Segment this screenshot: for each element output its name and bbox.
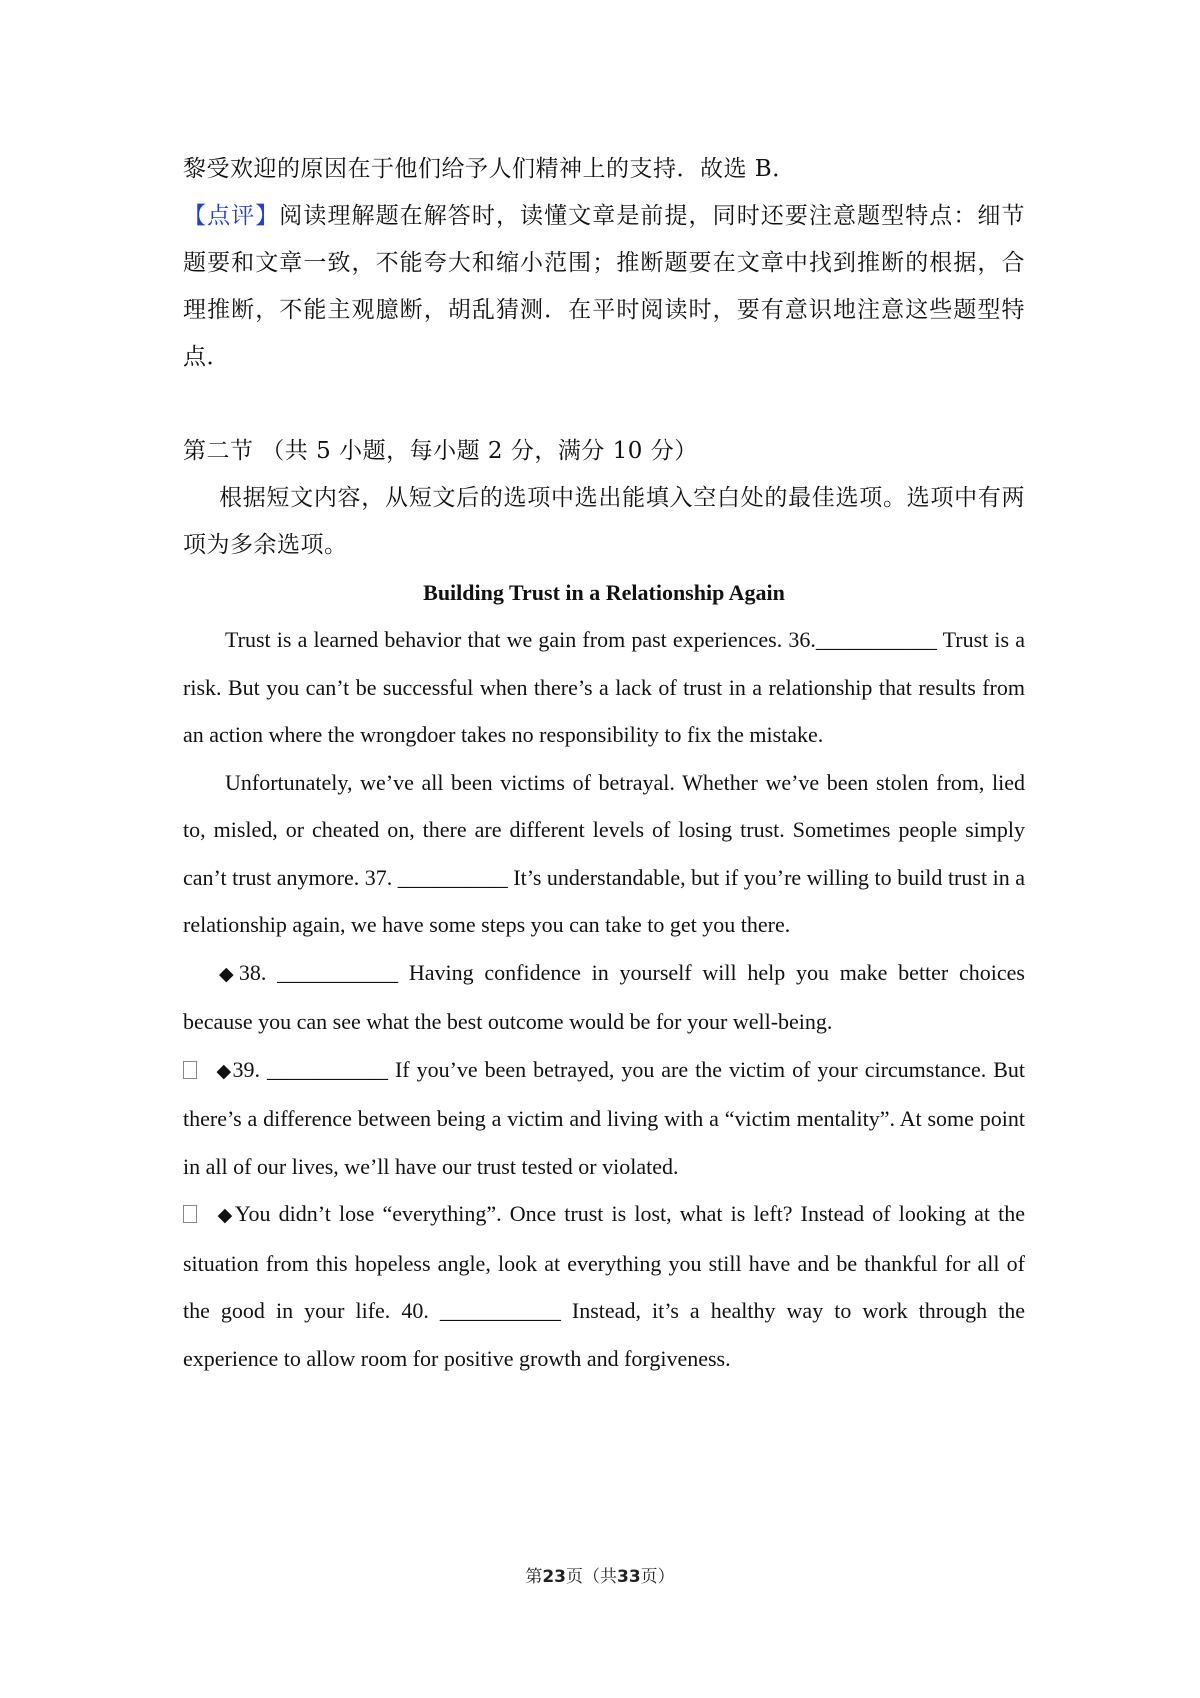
footer-total-pages: 33 <box>617 1567 641 1587</box>
document-page <box>183 146 1025 1382</box>
bullet-39 <box>183 1046 1025 1191</box>
footer-middle: 页（共 <box>566 1567 617 1587</box>
bullet-38 <box>183 949 1025 1046</box>
passage-title: Building Trust in a Relationship Again <box>423 580 785 605</box>
bullet-38-text: 38. ___________ Having confidence in yourself will help you make better choices because you can see what the best outcome would be for your well-being. <box>183 959 1025 1034</box>
passage-paragraph-2: Unfortunately, we’ve all been victims of betrayal. Whether we’ve been stolen from, lied to, misled, or cheated on, there are different levels of losing trust. Sometimes people simply can’t trust anymore. 37. __________ It’s understandable, but if you’re willing to build trust in a relationship again, we have some steps you can take to get you there. <box>183 769 1025 937</box>
footer-prefix: 第 <box>525 1567 543 1587</box>
section-spacer <box>183 381 1025 428</box>
passage-paragraph-1: Trust is a learned behavior that we gain from past experiences. 36.___________ Trust is a risk. But you can’t be successful when there’s a lack of trust in a relationship that results from an action where the wrongdoer takes no responsibility to fix the mistake. <box>183 627 1025 747</box>
section-heading: 第二节 （共 5 小题，每小题 2 分，满分 10 分） <box>183 438 698 464</box>
section-instruction: 根据短文内容，从短文后的选项中选出能填入空白处的最佳选项。选项中有两项为多余选项。 <box>183 485 1025 558</box>
empty-box-icon <box>183 1061 197 1079</box>
diamond-bullet-icon: ◆ <box>219 962 239 985</box>
analysis-line: 黎受欢迎的原因在于他们给予人们精神上的支持．故选 B． <box>183 156 796 182</box>
footer-suffix: 页） <box>640 1567 675 1587</box>
bullet-39-text: 39. ___________ If you’ve been betrayed, you are the victim of your circumstance. But there’s a difference between being a victim and living with a “victim mentality”. At some point in all of our lives, we’ll have our trust tested or violated. <box>183 1056 1025 1179</box>
comment-paragraph <box>183 193 1025 381</box>
diamond-bullet-icon: ◆ <box>215 1204 235 1226</box>
bullet-lost-everything <box>183 1190 1025 1382</box>
footer-page-number: 23 <box>542 1567 566 1587</box>
bullet-lost-everything-text: You didn’t lose “everything”. Once trust is lost, what is left? Instead of looking at the situation from this hopeless angle, look at everything you still have and be thankful for all of the good in your life. 40. ___________ Instead, it’s a healthy way to work through the experience to allow room for positive growth and forgiveness. <box>183 1201 1025 1371</box>
diamond-bullet-icon: ◆ <box>215 1059 233 1082</box>
empty-box-icon <box>183 1205 197 1223</box>
comment-text: 阅读理解题在解答时，读懂文章是前提，同时还要注意题型特点：细节题要和文章一致，不能夸大和缩小范围；推断题要在文章中找到推断的根据，合理推断，不能主观臆断，胡乱猜测．在平时阅读时，要有意识地注意这些题型特点． <box>183 203 1026 370</box>
page-footer <box>0 1562 1200 1587</box>
comment-label: 【点评】 <box>183 203 280 229</box>
